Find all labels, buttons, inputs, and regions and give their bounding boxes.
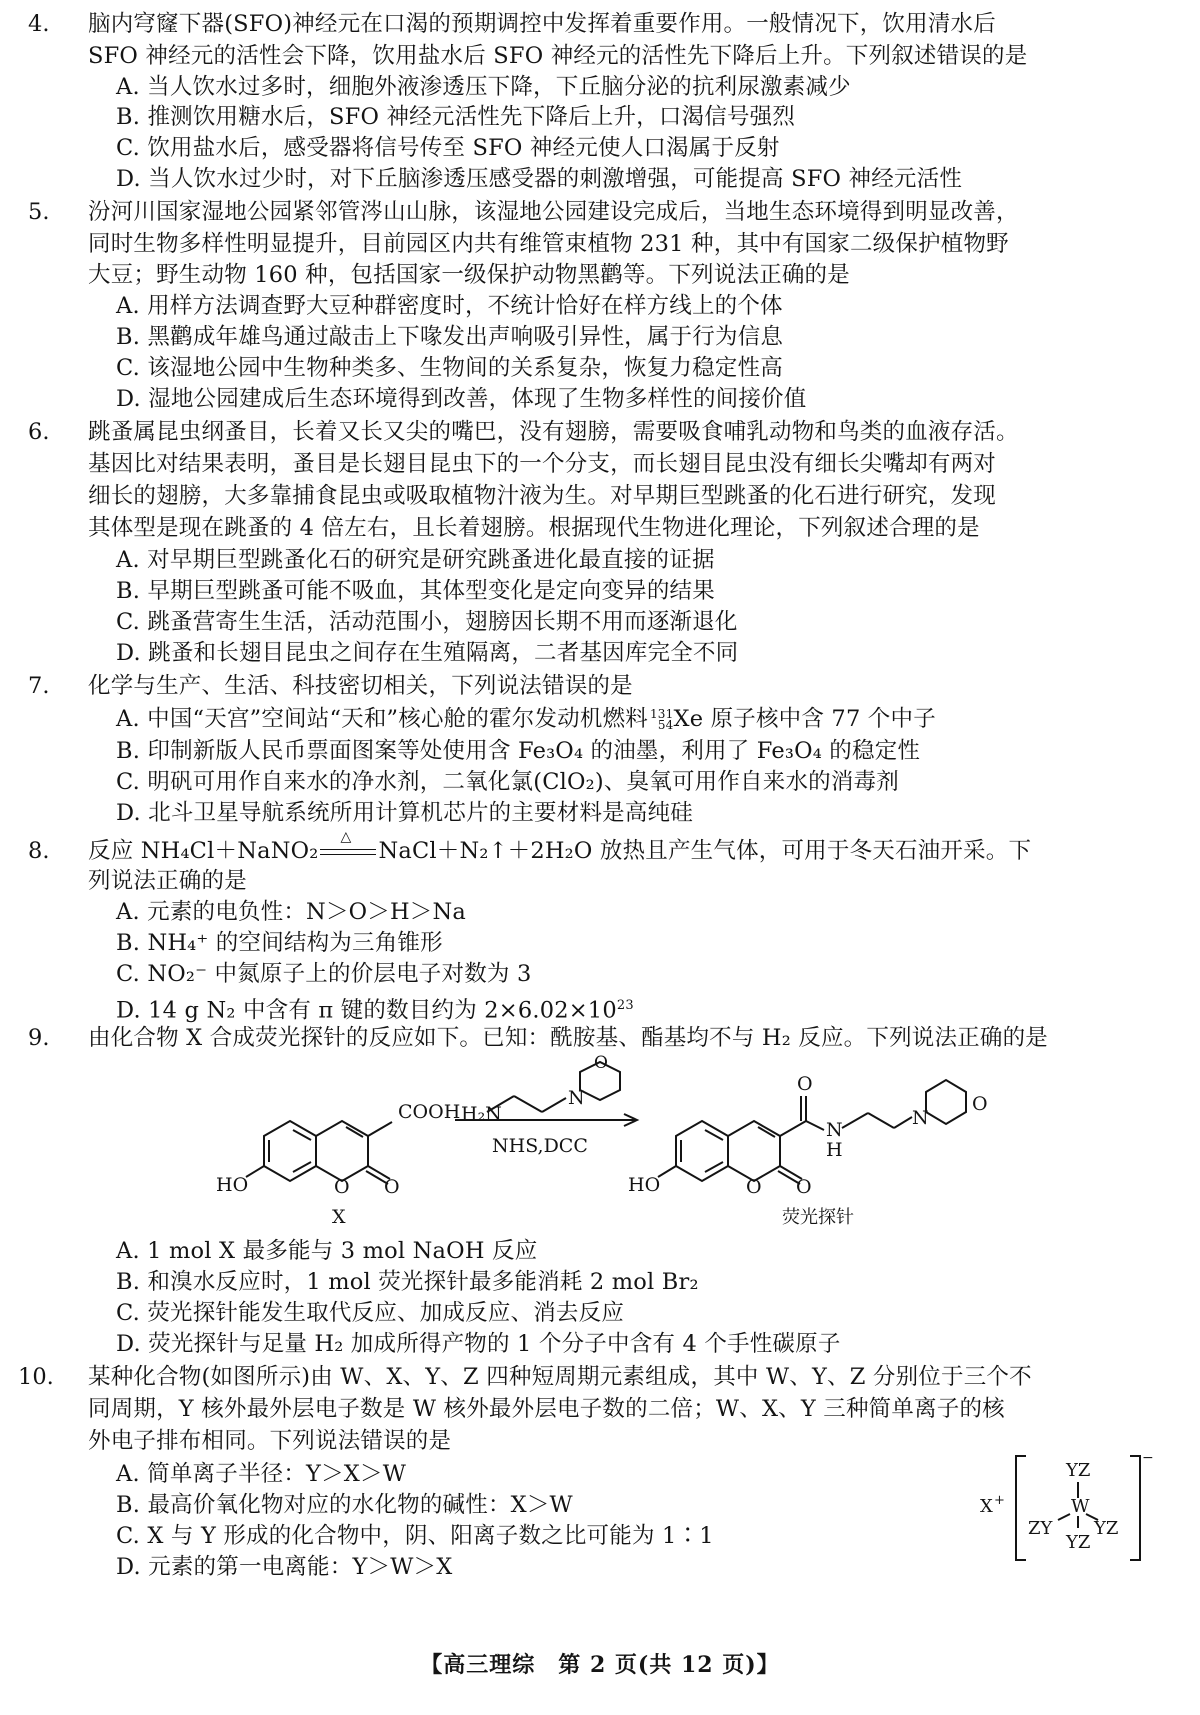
reagent-n-label: N [568,1087,585,1109]
carbonyl-o-label: O [384,1176,400,1198]
pyranone-ring [728,1121,780,1181]
option-c: C. NO₂⁻ 中氮原子上的价层电子对数为 3 [116,961,532,987]
reagent-amine-label: H₂N [461,1103,502,1125]
equal-line [320,849,376,850]
option-d: D. 跳蚤和长翅目昆虫之间存在生殖隔离，二者基因库完全不同 [116,640,739,666]
option-a-text-end: 原子核中含 77 个中子 [703,706,936,732]
reagent-o-label: O [594,1053,608,1073]
product-morpholine-o-label: O [972,1093,988,1115]
option-b: B. 黑鹳成年雄鸟通过敲击上下喙发出声响吸引异性，属于行为信息 [116,324,784,350]
option-a: A. 对早期巨型跳蚤化石的研究是研究跳蚤进化最直接的证据 [116,547,715,573]
question-stem: 大豆；野生动物 160 种，包括国家一级保护动物黑鹳等。下列说法正确的是 [88,262,850,288]
question-stem: SFO 神经元的活性会下降，饮用盐水后 SFO 神经元的活性先下降后上升。下列叙述错误的是 [88,43,1028,69]
reaction-reactants: 反应 NH₄Cl＋NaNO₂ [88,838,319,864]
anion-charge: − [1142,1450,1154,1466]
option-b: B. 印制新版人民币票面图案等处使用含 Fe₃O₄ 的油墨，利用了 Fe₃O₄ 的稳定性 [116,738,921,764]
option-c: C. 饮用盐水后，感受器将信号传至 SFO 神经元使人口渴属于反射 [116,135,780,161]
option-b: B. 和溴水反应时，1 mol 荧光探针最多能消耗 2 mol Br₂ [116,1269,699,1295]
question-stem: 汾河川国家湿地公园紧邻管涔山山脉，该湿地公园建设完成后，当地生态环境得到明显改善， [88,199,1019,225]
question-stem [88,829,1032,867]
option-a: A. 1 mol X 最多能与 3 mol NaOH 反应 [116,1238,538,1264]
option-a-text: A. 中国“天宫”空间站“天和”核心舱的霍尔发动机燃料 [116,706,648,732]
option-d: D. 元素的第一电离能：Y＞W＞X [116,1554,453,1580]
question-stem: 其体型是现在跳蚤的 4 倍左右，且长着翅膀。根据现代生物进化理论，下列叙述合理的是 [88,515,980,541]
option-b: B. 早期巨型跳蚤可能不吸血，其体型变化是定向变异的结果 [116,578,715,604]
reaction-products: NaCl＋N₂↑＋2H₂O 放热且产生气体，可用于冬天石油开采。下 [378,838,1032,864]
product-carbonyl-o-label: O [796,1176,812,1198]
question-number: 6. [28,419,50,445]
product-hydroxyl-label: HO [628,1174,661,1196]
option-a: A. 简单离子半径：Y＞X＞W [116,1461,407,1487]
question-stem: 列说法正确的是 [88,868,247,894]
question-number: 8. [28,838,50,864]
pyranone-ring [316,1121,368,1181]
equal-line [320,854,376,855]
question-stem: 细长的翅膀，大多靠捕食昆虫或吸取植物汁液为生。对早期巨型跳蚤的化石进行研究，发现 [88,483,997,509]
option-b: B. NH₄⁺ 的空间结构为三角锥形 [116,930,443,956]
heat-symbol: △ [340,829,352,845]
option-c: C. X 与 Y 形成的化合物中，阴、阳离子数之比可能为 1∶1 [116,1523,714,1549]
option-c: C. 明矾可用作自来水的净水剂，二氧化氯(ClO₂)、臭氧可用作自来水的消毒剂 [116,769,899,795]
option-a: A. 用样方法调查野大豆种群密度时，不统计恰好在样方线上的个体 [116,293,783,319]
page-footer: 【高三理综 第 2 页(共 12 页)】 [420,1652,780,1678]
ring-o-label: O [334,1176,350,1198]
amide-o-label: O [797,1073,813,1095]
option-c: C. 荧光探针能发生取代反应、加成反应、消去反应 [116,1300,625,1326]
exponent: 23 [616,998,634,1013]
question-stem: 某种化合物(如图所示)由 W、X、Y、Z 四种短周期元素组成，其中 W、Y、Z 分别位于三个不 [88,1364,1032,1390]
reaction-scheme [0,1053,1200,1260]
reaction-scheme-svg [0,1053,1200,1260]
option-a: A. 元素的电负性：N＞O＞H＞Na [116,899,467,925]
atomic-number: 54 [657,718,674,732]
nuclide-numbers [650,709,674,731]
option-a [116,704,936,735]
benzene-ring [264,1121,316,1181]
question-stem: 同周期，Y 核外最外层电子数是 W 核外最外层电子数的二倍；W、X、Y 三种简单离子的核 [88,1396,1005,1422]
cooh-label: COOH [398,1101,461,1123]
question-stem: 外电子排布相同。下列说法错误的是 [88,1428,452,1454]
option-d: D. 北斗卫星导航系统所用计算机芯片的主要材料是高纯硅 [116,800,693,826]
cation-symbol: X [980,1496,993,1517]
option-d: D. 当人饮水过少时，对下丘脑渗透压感受器的刺激增强，可能提高 SFO 神经元活性 [116,166,963,192]
element-symbol: Xe [673,706,704,732]
cation-charge: + [994,1493,1005,1508]
left-bracket [1016,1456,1026,1560]
bottom-group: YZ [1066,1532,1091,1553]
center-atom: W [1071,1496,1090,1517]
option-d: D. 荧光探针与足量 H₂ 加成所得产物的 1 个分子中含有 4 个手性碳原子 [116,1331,841,1357]
reaction-arrow [318,829,378,862]
mass-number: 131 [649,707,674,721]
top-group: YZ [1066,1460,1091,1481]
option-b: B. 最高价氧化物对应的水化物的碱性：X＞W [116,1492,573,1518]
question-number: 4. [28,11,50,37]
option-a: A. 当人饮水过多时，细胞外液渗透压下降，下丘脑分泌的抗利尿激素减少 [116,74,851,100]
product-ring-o-label: O [746,1176,762,1198]
question-stem: 基因比对结果表明，蚤目是长翅目昆虫下的一个分支，而长翅目昆虫没有细长尖嘴却有两对 [88,451,997,477]
compound-x-label: X [332,1206,346,1228]
option-c: C. 跳蚤营寄生生活，活动范围小，翅膀因长期不用而逐渐退化 [116,609,738,635]
option-d [116,990,634,1027]
left-group: ZY [1028,1518,1053,1539]
right-bracket [1130,1456,1140,1560]
question-stem: 脑内穹窿下器(SFO)神经元在口渴的预期调控中发挥着重要作用。一般情况下，饮用清水后 [88,11,996,37]
amide-n-label: N [826,1119,843,1141]
option-d-text: D. 14 g N₂ 中含有 π 键的数目约为 2×6.02×10 [116,997,617,1024]
amide-h-label: H [826,1139,843,1161]
reaction-conditions: NHS,DCC [492,1135,588,1157]
question-stem: 由化合物 X 合成荧光探针的反应如下。已知：酰胺基、酯基均不与 H₂ 反应。下列说法正确的是 [88,1025,1048,1051]
compound-structure [980,1448,1154,1568]
question-stem: 同时生物多样性明显提升，目前园区内共有维管束植物 231 种，其中有国家二级保护植物野 [88,231,1009,257]
question-number: 5. [28,199,50,225]
question-stem: 跳蚤属昆虫纲蚤目，长着又长又尖的嘴巴，没有翅膀，需要吸食哺乳动物和鸟类的血液存活。 [88,419,1019,445]
question-number: 7. [28,673,50,699]
product-morpholine-n-label: N [912,1107,929,1129]
option-b: B. 推测饮用糖水后，SFO 神经元活性先下降后上升，口渴信号强烈 [116,104,796,130]
right-group: YZ [1094,1518,1119,1539]
product-label: 荧光探针 [782,1207,854,1228]
option-d: D. 湿地公园建成后生态环境得到改善，体现了生物多样性的间接价值 [116,386,807,412]
question-number: 10. [18,1364,54,1390]
question-stem: 化学与生产、生活、科技密切相关，下列说法错误的是 [88,673,633,699]
option-c: C. 该湿地公园中生物种类多、生物间的关系复杂，恢复力稳定性高 [116,355,783,381]
hydroxyl-label: HO [216,1174,249,1196]
morpholine-ring [926,1080,966,1124]
compound-structure-svg [980,1448,1154,1568]
benzene-ring [676,1121,728,1181]
question-number: 9. [28,1025,50,1051]
